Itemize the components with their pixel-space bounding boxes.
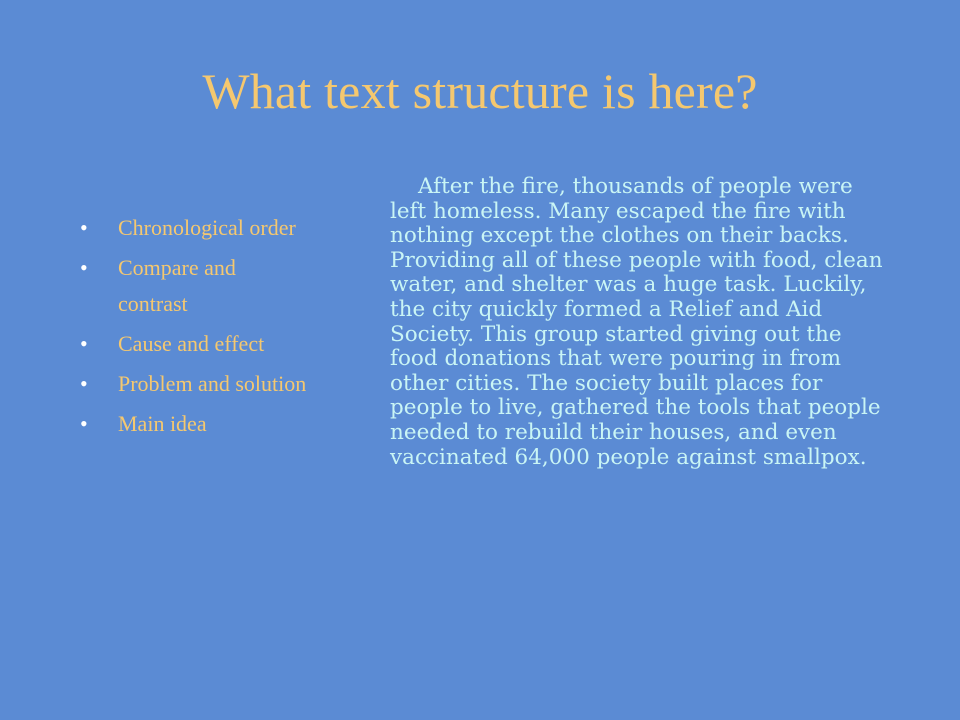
bullet-icon: • (80, 371, 88, 396)
bullet-icon: • (80, 215, 88, 240)
bullet-icon: • (80, 255, 88, 280)
option-label: Compare and contrast (118, 255, 236, 316)
option-label: Cause and effect (118, 331, 265, 356)
option-item (78, 326, 308, 362)
text-structure-options (78, 210, 308, 446)
bullet-icon: • (80, 411, 88, 436)
option-item (78, 250, 308, 322)
option-label: Main idea (118, 411, 207, 436)
bullet-icon: • (80, 331, 88, 356)
slide-title: What text structure is here? (202, 63, 758, 119)
reading-passage: After the fire, thousands of people were left homeless. Many escaped the fire with nothing except the clothes on their backs. Providing all of these people with food, clean water, and shelter was a huge task. Luckily, the city quickly formed a Relief and Aid Society. This group started giving out the food donations that were pouring in from other cities. The society built places for people to live, gathered the tools that people needed to rebuild their houses, and even vaccinated 64,000 people against smallpox. (390, 174, 883, 470)
option-item (78, 366, 308, 402)
option-label: Chronological order (118, 215, 296, 240)
option-label: Problem and solution (118, 371, 307, 396)
option-item (78, 210, 308, 246)
option-item (78, 406, 308, 442)
